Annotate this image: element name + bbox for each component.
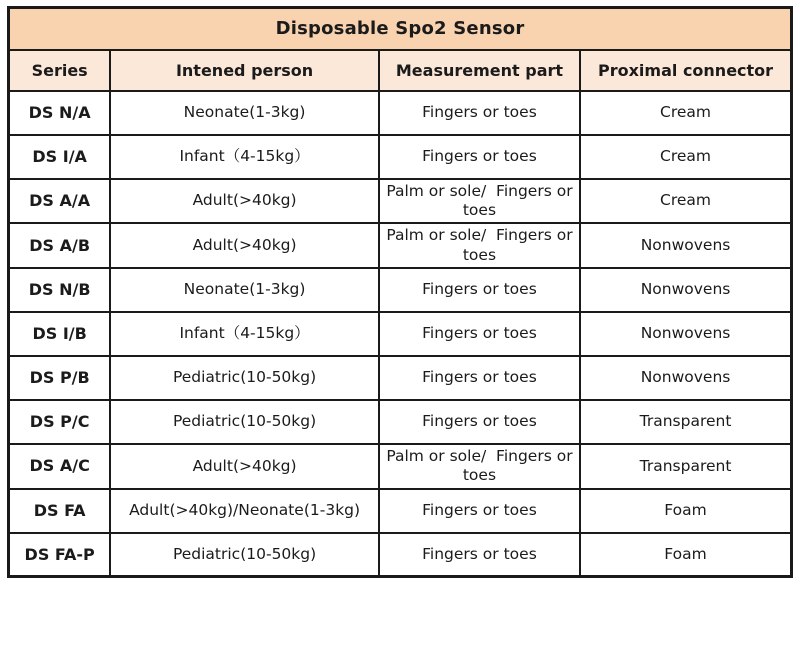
intended-person-cell: Neonate(1-3kg) xyxy=(110,268,379,312)
proximal-connector-cell: Foam xyxy=(580,533,791,577)
proximal-connector-cell: Cream xyxy=(580,179,791,224)
proximal-connector-cell: Transparent xyxy=(580,400,791,444)
intended-person-cell: Adult(>40kg)/Neonate(1-3kg) xyxy=(110,489,379,533)
intended-person-cell: Pediatric(10-50kg) xyxy=(110,400,379,444)
table-row xyxy=(9,533,792,577)
column-header-series: Series xyxy=(9,50,111,91)
table-row xyxy=(9,268,792,312)
intended-person-cell: Pediatric(10-50kg) xyxy=(110,533,379,577)
intended-person-cell: Adult(>40kg) xyxy=(110,444,379,489)
column-header-measurement-part: Measurement part xyxy=(379,50,580,91)
proximal-connector-cell: Transparent xyxy=(580,444,791,489)
measurement-part-cell: Fingers or toes xyxy=(379,533,580,577)
table-header-row xyxy=(9,50,792,91)
column-header-proximal-connector: Proximal connector xyxy=(580,50,791,91)
series-cell: DS FA-P xyxy=(9,533,111,577)
series-cell: DS N/B xyxy=(9,268,111,312)
table-row xyxy=(9,400,792,444)
proximal-connector-cell: Nonwovens xyxy=(580,223,791,268)
proximal-connector-cell: Nonwovens xyxy=(580,268,791,312)
intended-person-cell: Neonate(1-3kg) xyxy=(110,91,379,135)
intended-person-cell: Adult(>40kg) xyxy=(110,223,379,268)
measurement-part-cell: Palm or sole/ Fingers or toes xyxy=(379,223,580,268)
proximal-connector-cell: Nonwovens xyxy=(580,312,791,356)
table-title-row xyxy=(9,8,792,50)
intended-person-cell: Adult(>40kg) xyxy=(110,179,379,224)
table-title: Disposable Spo2 Sensor xyxy=(9,8,792,50)
measurement-part-cell: Fingers or toes xyxy=(379,356,580,400)
table-row xyxy=(9,312,792,356)
table-row xyxy=(9,91,792,135)
measurement-part-cell: Fingers or toes xyxy=(379,91,580,135)
table-row xyxy=(9,223,792,268)
series-cell: DS A/B xyxy=(9,223,111,268)
series-cell: DS A/C xyxy=(9,444,111,489)
proximal-connector-cell: Nonwovens xyxy=(580,356,791,400)
measurement-part-cell: Fingers or toes xyxy=(379,489,580,533)
table-row xyxy=(9,489,792,533)
proximal-connector-cell: Cream xyxy=(580,135,791,179)
proximal-connector-cell: Cream xyxy=(580,91,791,135)
series-cell: DS FA xyxy=(9,489,111,533)
spo2-sensor-spec-table xyxy=(7,6,793,578)
table-body xyxy=(9,91,792,577)
table-row xyxy=(9,135,792,179)
measurement-part-cell: Fingers or toes xyxy=(379,135,580,179)
table-row xyxy=(9,179,792,224)
table-row xyxy=(9,356,792,400)
series-cell: DS A/A xyxy=(9,179,111,224)
measurement-part-cell: Fingers or toes xyxy=(379,268,580,312)
intended-person-cell: Infant（4-15kg） xyxy=(110,312,379,356)
series-cell: DS N/A xyxy=(9,91,111,135)
series-cell: DS P/C xyxy=(9,400,111,444)
measurement-part-cell: Fingers or toes xyxy=(379,312,580,356)
series-cell: DS I/B xyxy=(9,312,111,356)
intended-person-cell: Pediatric(10-50kg) xyxy=(110,356,379,400)
proximal-connector-cell: Foam xyxy=(580,489,791,533)
table-frame xyxy=(7,6,793,578)
measurement-part-cell: Palm or sole/ Fingers or toes xyxy=(379,179,580,224)
table-row xyxy=(9,444,792,489)
measurement-part-cell: Fingers or toes xyxy=(379,400,580,444)
series-cell: DS I/A xyxy=(9,135,111,179)
intended-person-cell: Infant（4-15kg） xyxy=(110,135,379,179)
series-cell: DS P/B xyxy=(9,356,111,400)
measurement-part-cell: Palm or sole/ Fingers or toes xyxy=(379,444,580,489)
column-header-intended-person: Intened person xyxy=(110,50,379,91)
